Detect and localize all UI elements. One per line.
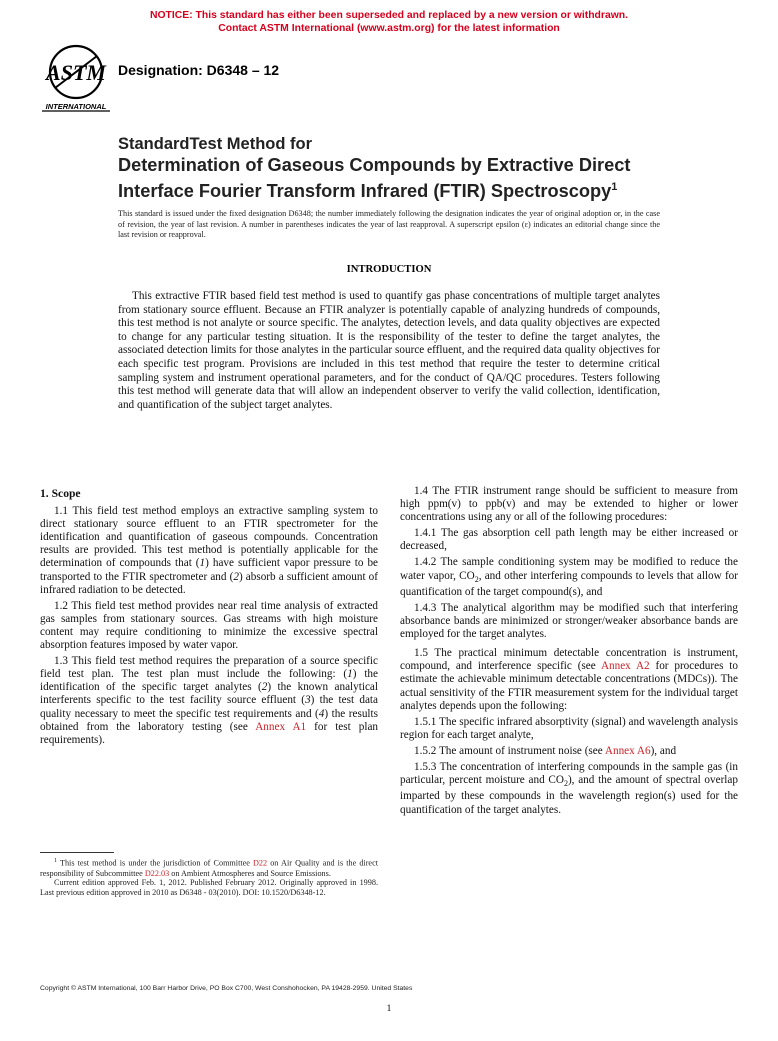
annex-a2-link[interactable]: Annex A2 [600, 660, 650, 673]
svg-text:ASTM: ASTM [46, 60, 106, 85]
designation: Designation: D6348 – 12 [118, 62, 280, 78]
paragraph-1-4-1: 1.4.1 The gas absorption cell path length may be either increased or decreased, [400, 527, 738, 553]
paragraph-1-5-3: 1.5.3 The concentration of interfering compounds in the sample gas (in particular, percent moisture and $CO_2$), and the amount of spectral overlap imparted by these compounds in the wavelength region(s) used for the quantification of the target analytes. [400, 761, 738, 816]
paragraph-1-2: 1.2 This field test method provides near real time analysis of extracted gas samples from stationary sources. Gas streams with high moisture content may require conditioning to minimize the excessive spectral absorption features imposed by water vapor. [40, 599, 378, 652]
title-line-2: Determination of Gaseous Compounds by Extractive Direct [118, 155, 631, 175]
paragraph-1-4-2: 1.4.2 The sample conditioning system may be modified to reduce the water vapor, $CO_2$, and other interfering compounds to levels that allow for quantification of the target compound(s), and [400, 556, 738, 598]
paragraph-1-3: 1.3 This field test method requires the preparation of a source specific field test plan. The test plan must include the following: (1) the identification of the specific target analytes (2) the known analytical interferents specific to the test facility source effluent (3) the test data quality necessary to meet the specific test requirements and (4) the results obtained from the laboratory testing (see Annex A1 for test plan requirements). [40, 655, 379, 746]
paragraph-1-5: 1.5 The practical minimum detectable concentration is instrument, compound, and interference specific (see Annex A2 for procedures to estimate the achievable minimum detectable concentrations (MDCs)). The actual sensitivity of the FTIR measurement system for the individual target analytes depends upon the following: [400, 647, 738, 712]
notice-line-1: NOTICE: This standard has either been superseded and replaced by a new version or withdrawn. [149, 10, 629, 21]
introduction-text: This extractive FTIR based field test method is used to quantify gas phase concentrations of multiple target analytes from stationary source effluent. Because an FTIR analyzer is potentially capable of analyzing hundreds of compounds, this test method is not analyte or source specific. The analytes, detection levels, and data quality objectives are expected to change for any particular testing situation. It is the responsibility of the tester to define the target analytes, the associated detection limits for those analytes in the particular source effluent, and the required data quality objectives for each specific test program. Provisions are included in this test method that require the tester to determine critical sampling system and instrument operational parameters, and for the conduct of QA/QC procedures. Testers following this test method will generate data that will allow an independent observer to verify the valid collection, identification, and quantification of the subject target analytes. [118, 290, 660, 411]
footnote-2: Current edition approved Feb. 1, 2012. Published February 2012. Originally approved in 1998. Last previous edition approved in 2010 as D6348 - 03(2010). DOI: 10.1520/D6348-12. [40, 878, 378, 898]
withdrawal-notice [0, 10, 778, 35]
annex-a6-link[interactable]: Annex A6 [604, 744, 651, 757]
svg-text:INTERNATIONAL: INTERNATIONAL [45, 102, 107, 111]
title-footnote-mark: 1 [611, 181, 618, 193]
paragraph-1-4: 1.4 The FTIR instrument range should be sufficient to measure from high ppm(v) to ppb(v) and may be extended to higher or lower concentrations using any or all of the following procedures: [400, 485, 738, 524]
title-line-3-text: Interface Fourier Transform Infrared (FTIR) Spectroscopy [118, 181, 612, 202]
footnote-1: $^1$ This test method is under the jurisdiction of Committee D22 on Air Quality and is the direct responsibility of Subcommittee D22.03 on Ambient Atmospheres and Source Emissions. [40, 858, 378, 878]
paragraph-1-4-3: 1.4.3 The analytical algorithm may be modified such that interfering absorbance bands are minimized or stronger/weaker absorbance bands are employed for the target analytes. [400, 601, 738, 641]
scope-heading: 1. Scope [40, 487, 81, 500]
paragraph-1-5-2: 1.5.2 The amount of instrument noise (see Annex A6), and [414, 744, 677, 757]
right-column [400, 485, 738, 820]
subcommittee-d22-03-link[interactable]: D22.03 [144, 868, 170, 878]
footnote-rule [40, 852, 114, 853]
issued-note: This standard is issued under the fixed designation D6348; the number immediately following the designation indicates the year of original adoption or, in the case of revision, the year of last revision. A number in parentheses indicates the year of last reapproval. A superscript epsilon (ε) indicates an editorial change since the last revision or reapproval. [118, 209, 660, 240]
annex-a1-link[interactable]: Annex A1 [255, 720, 307, 733]
astm-logo [41, 42, 111, 112]
document-title [118, 134, 630, 202]
copyright: Copyright © ASTM International, 100 Barr Harbor Drive, PO Box C700, West Conshohocken, PA 19428-2959. United States [40, 985, 413, 992]
title-line-1: StandardTest Method for [118, 135, 313, 153]
page-number: 1 [386, 1004, 392, 1014]
introduction-heading: INTRODUCTION [346, 264, 432, 275]
paragraph-1-1: 1.1 This field test method employs an extractive sampling system to direct stationary source effluent to an FTIR spectrometer for the identification and quantification of gaseous compounds. Concentration results are provided. This test method is potentially applicable for the determination of compounds that (1) have sufficient vapor pressure to be transported to the FTIR spectrometer and (2) absorb a sufficient amount of infrared radiation to be detected. [40, 505, 378, 596]
footnote [40, 857, 378, 898]
committee-d22-link[interactable]: D22 [253, 858, 268, 868]
notice-line-2: Contact ASTM International (www.astm.org) for the latest information [218, 22, 560, 34]
left-column [40, 487, 378, 750]
title-line-3 [118, 176, 630, 202]
paragraph-1-5-1: 1.5.1 The specific infrared absorptivity (signal) and wavelength analysis region for each target analyte, [400, 715, 738, 741]
